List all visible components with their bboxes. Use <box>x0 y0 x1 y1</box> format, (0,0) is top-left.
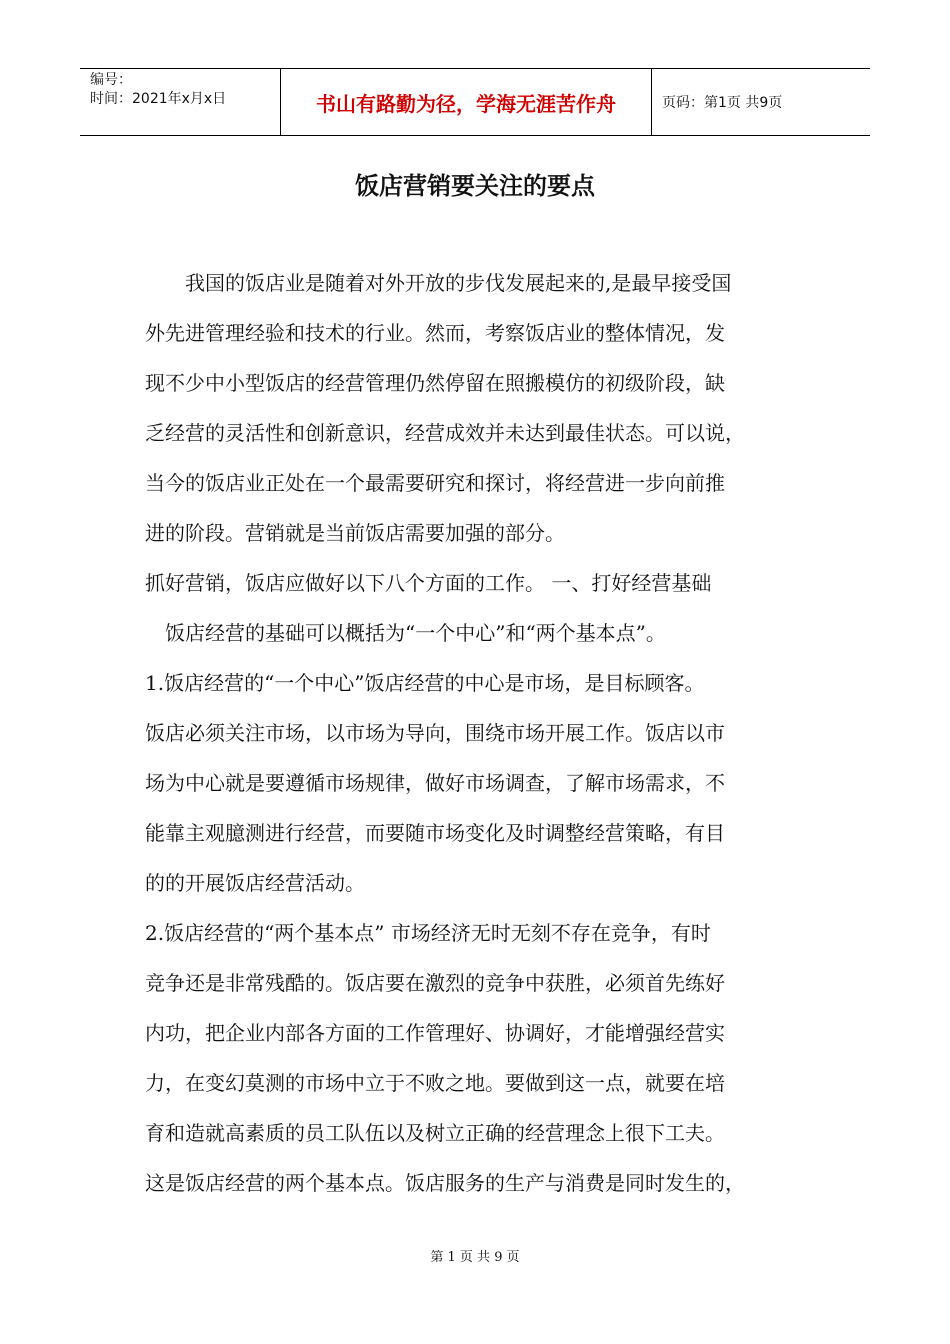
header-motto: 书山有路勤为径，学海无涯苦作舟 <box>280 69 652 135</box>
body-line: 1.饭店经营的“一个中心”饭店经营的中心是市场，是目标顾客。 <box>145 671 705 695</box>
body-line: 力，在变幻莫测的市场中立于不败之地。要做到这一点，就要在培 <box>145 1071 725 1095</box>
body-line: 内功，把企业内部各方面的工作管理好、协调好，才能增强经营实 <box>145 1021 725 1045</box>
body-line: 能靠主观臆测进行经营，而要随市场变化及时调整经营策略，有目 <box>145 821 725 845</box>
page-footer: 第 1 页 共 9 页 <box>430 1250 520 1265</box>
body-line: 饭店必须关注市场，以市场为导向，围绕市场开展工作。饭店以市 <box>145 721 725 745</box>
document-body <box>145 266 825 1216</box>
page-header <box>80 68 870 136</box>
body-line: 竞争还是非常残酷的。饭店要在激烈的竞争中获胜，必须首先练好 <box>145 971 725 995</box>
body-line: 现不少中小型饭店的经营管理仍然停留在照搬模仿的初级阶段，缺 <box>145 371 725 395</box>
document-date-label: 时间：2021年x月x日 <box>90 91 227 107</box>
body-line: 这是饭店经营的两个基本点。饭店服务的生产与消费是同时发生的， <box>145 1171 745 1195</box>
body-line: 2.饭店经营的“两个基本点” 市场经济无时无刻不存在竞争，有时 <box>145 921 711 945</box>
body-line: 场为中心就是要遵循市场规律，做好市场调查，了解市场需求，不 <box>145 771 725 795</box>
document-number-label: 编号： <box>90 72 132 88</box>
body-line: 饭店经营的基础可以概括为“一个中心”和“两个基本点”。 <box>145 621 666 645</box>
body-line: 我国的饭店业是随着对外开放的步伐发展起来的,是最早接受国 <box>145 271 732 295</box>
header-meta <box>80 69 280 135</box>
body-line: 抓好营销，饭店应做好以下八个方面的工作。 一、打好经营基础 <box>145 571 712 595</box>
body-line: 育和造就高素质的员工队伍以及树立正确的经营理念上很下工夫。 <box>145 1121 725 1145</box>
body-line: 外先进管理经验和技术的行业。然而，考察饭店业的整体情况，发 <box>145 321 725 345</box>
body-line: 的的开展饭店经营活动。 <box>145 871 365 895</box>
document-title: 饭店营销要关注的要点 <box>355 172 595 200</box>
body-line: 当今的饭店业正处在一个最需要研究和探讨，将经营进一步向前推 <box>145 471 725 495</box>
body-line: 进的阶段。营销就是当前饭店需要加强的部分。 <box>145 521 565 545</box>
header-page-number: 页码：第1页 共9页 <box>662 95 783 111</box>
body-line: 乏经营的灵活性和创新意识，经营成效并未达到最佳状态。可以说， <box>145 421 745 445</box>
